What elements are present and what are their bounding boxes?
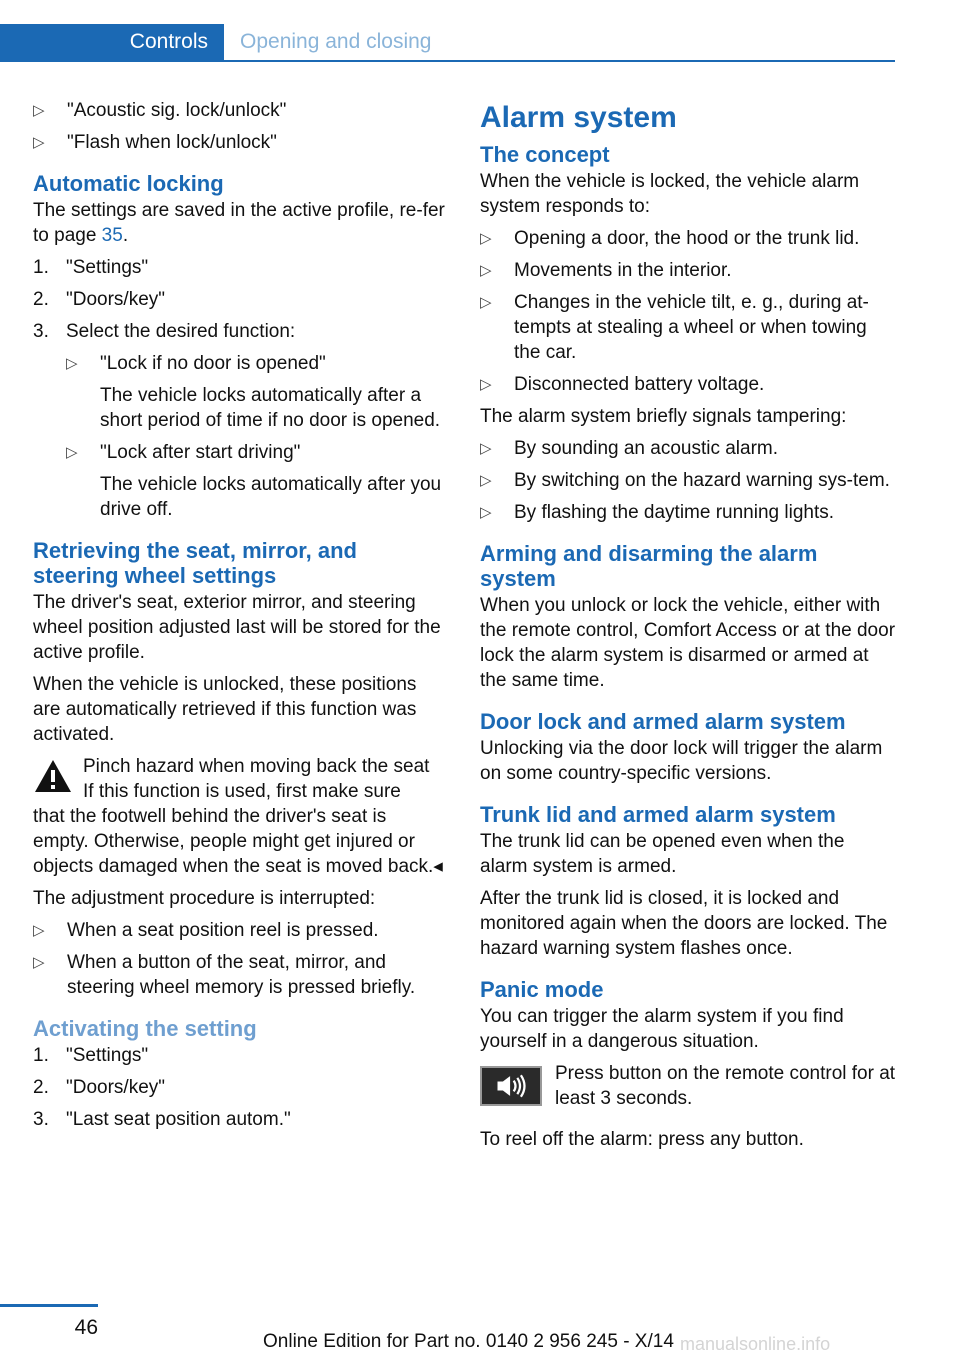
numbered-steps: [33, 1043, 445, 1132]
list-item: ▷ Changes in the vehicle tilt, e. g., during at‐tempts at stealing a wheel or when towing the car.: [480, 292, 869, 363]
list-item: ▷ Movements in the interior.: [480, 260, 732, 281]
interruption-list: [33, 918, 445, 1000]
step-item: 3. Select the desired function: ▷ "Lock if no door is opened" The vehicle locks automatically after a short period of time if no door is opened. ▷ "Lock after start driving" The vehicle locks automatically after you drive off.: [33, 319, 445, 522]
section-tab-controls[interactable]: Controls: [0, 24, 224, 60]
page-link[interactable]: 35: [101, 225, 123, 246]
paragraph: The alarm system briefly signals tampering:: [480, 406, 847, 427]
panic-instruction: Press button on the remote control for at least 3 seconds.: [555, 1063, 896, 1109]
warning-line: If this function is used, first make sure: [83, 781, 401, 802]
paragraph: To reel off the alarm: press any button.: [480, 1129, 804, 1150]
warning-body: that the footwell behind the driver's seat is empty. Otherwise, people might get injured or objects damaged when the seat is moved back.◂: [33, 806, 443, 877]
left-column: [33, 98, 445, 1139]
triangle-bullet-icon: ▷: [33, 922, 45, 939]
heading-panic-mode: Panic mode: [480, 977, 604, 1002]
paragraph: The adjustment procedure is interrupted:: [33, 888, 376, 909]
warning-block: [33, 754, 445, 879]
heading-door-lock-alarm: Door lock and armed alarm system: [480, 709, 846, 734]
paragraph: The settings are saved in the active profile, re‐fer to page 35.: [33, 200, 445, 246]
triangle-bullet-icon: ▷: [480, 504, 492, 521]
triangle-bullet-icon: ▷: [33, 954, 45, 971]
page-title: Alarm system: [480, 101, 677, 134]
paragraph: The driver's seat, exterior mirror, and steering wheel position adjusted last will be stored for the active profile.: [33, 592, 441, 663]
list-item: ▷ When a seat position reel is pressed.: [33, 920, 379, 941]
signal-list: [480, 436, 896, 525]
triangle-bullet-icon: ▷: [480, 440, 492, 457]
triangle-bullet-icon: ▷: [480, 230, 492, 247]
triangle-bullet-icon: ▷: [480, 376, 492, 393]
triangle-bullet-icon: ▷: [480, 262, 492, 279]
page-number-rule: [0, 1304, 98, 1307]
triangle-bullet-icon: ▷: [33, 134, 45, 151]
heading-the-concept: The concept: [480, 142, 610, 167]
list-item: ▷ Opening a door, the hood or the trunk lid.: [480, 228, 860, 249]
paragraph: Unlocking via the door lock will trigger the alarm on some country-specific versions.: [480, 738, 883, 784]
list-item: ▷ By switching on the hazard warning sys‐tem.: [480, 470, 890, 491]
triangle-bullet-icon: ▷: [480, 294, 492, 311]
paragraph: When the vehicle is locked, the vehicle alarm system responds to:: [480, 171, 860, 217]
heading-arming-disarming: Arming and disarming the alarm system: [480, 541, 818, 591]
heading-trunk-lid-alarm: Trunk lid and armed alarm system: [480, 802, 836, 827]
response-list: [480, 226, 896, 397]
paragraph: You can trigger the alarm system if you find yourself in a dangerous situation.: [480, 1006, 844, 1052]
footer-edition-text: Online Edition for Part no. 0140 2 956 245 - X/14: [263, 1331, 674, 1352]
alarm-speaker-button-icon: [480, 1066, 542, 1106]
heading-retrieving-settings: Retrieving the seat, mirror, and steering wheel settings: [33, 538, 357, 588]
top-bullet-list: [33, 98, 445, 155]
list-item: ▷ By sounding an acoustic alarm.: [480, 438, 779, 459]
heading-automatic-locking: Automatic locking: [33, 171, 224, 196]
paragraph: After the trunk lid is closed, it is locked and monitored again when the doors are locked. The hazard warning system flashes once.: [480, 888, 888, 959]
list-item: ▷ "Flash when lock/unlock": [33, 132, 277, 153]
warning-triangle-icon: [33, 758, 73, 794]
triangle-bullet-icon: ▷: [480, 472, 492, 489]
numbered-steps: [33, 255, 445, 522]
list-item: ▷ "Acoustic sig. lock/unlock": [33, 100, 287, 121]
panic-button-row: [480, 1061, 896, 1113]
step-item: 2. "Doors/key": [33, 289, 166, 310]
list-item: ▷ Disconnected battery voltage.: [480, 374, 765, 395]
triangle-bullet-icon: ▷: [66, 355, 78, 372]
triangle-bullet-icon: ▷: [66, 444, 78, 461]
step-item: 1. "Settings": [33, 1045, 149, 1066]
sub-bullet-list: [66, 351, 445, 522]
heading-activating-setting: Activating the setting: [33, 1016, 257, 1041]
paragraph: When you unlock or lock the vehicle, either with the remote control, Comfort Access or at the door lock the alarm system is disarmed or armed at the same time.: [480, 595, 896, 691]
watermark: manualsonline.info: [680, 1334, 831, 1354]
header-bar: [0, 24, 895, 62]
right-column: [480, 98, 896, 1159]
triangle-bullet-icon: ▷: [33, 102, 45, 119]
list-item: ▷ By flashing the daytime running lights.: [480, 502, 835, 523]
paragraph: When the vehicle is unlocked, these positions are automatically retrieved if this function was activated.: [33, 674, 417, 745]
list-item: ▷ When a button of the seat, mirror, and steering wheel memory is pressed briefly.: [33, 952, 416, 998]
warning-title: Pinch hazard when moving back the seat: [83, 756, 430, 777]
step-item: 3. "Last seat position autom.": [33, 1109, 291, 1130]
list-item: ▷ "Lock after start driving" The vehicle locks automatically after you drive off.: [66, 442, 442, 520]
section-tab-opening-closing[interactable]: Opening and closing: [240, 30, 432, 53]
step-item: 1. "Settings": [33, 257, 149, 278]
paragraph: The trunk lid can be opened even when the alarm system is armed.: [480, 831, 845, 877]
list-item: ▷ "Lock if no door is opened" The vehicle locks automatically after a short period of time if no door is opened.: [66, 353, 441, 431]
step-item: 2. "Doors/key": [33, 1077, 166, 1098]
page-number: 46: [74, 1316, 98, 1339]
